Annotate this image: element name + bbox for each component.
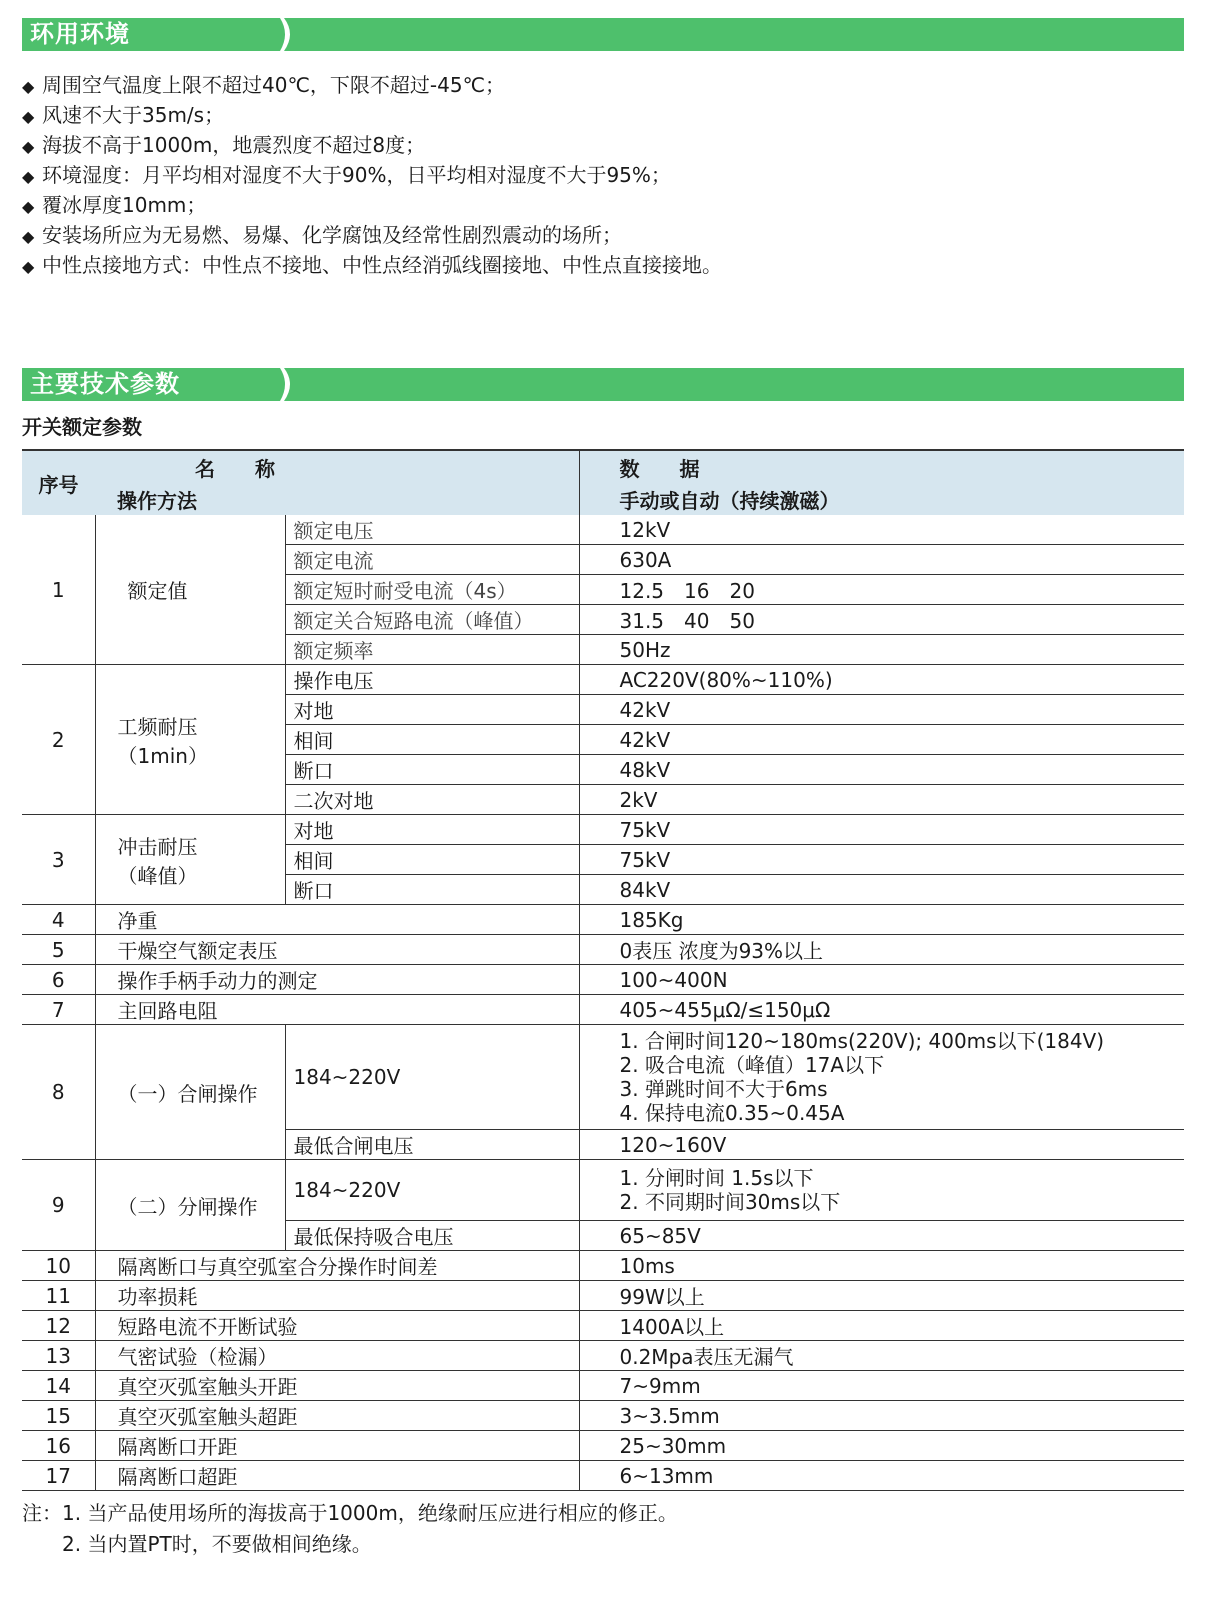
row-no: 8: [22, 1025, 95, 1160]
row-name: 功率损耗: [95, 1281, 579, 1311]
row-sub: 二次对地: [285, 785, 579, 815]
diamond-bullet-icon: ◆: [22, 107, 35, 126]
value-line: 1. 分闸时间 1.5s以下: [619, 1166, 814, 1190]
row-name-line: 工频耐压: [117, 714, 198, 739]
row-sub: 184~220V: [285, 1025, 579, 1130]
row-value: [579, 1160, 1184, 1221]
row-value: 6~13mm: [579, 1461, 1184, 1491]
note-line: 注：1. 当产品使用场所的海拔高于1000m，绝缘耐压应进行相应的修正。: [22, 1501, 678, 1525]
row-sub: 断口: [285, 755, 579, 785]
table-row: [22, 935, 1184, 965]
row-name: 真空灭弧室触头超距: [95, 1401, 579, 1431]
row-value: 2kV: [579, 785, 1184, 815]
row-name: [95, 665, 285, 815]
row-name: 气密试验（检漏）: [95, 1341, 579, 1371]
table-row: [22, 665, 1184, 695]
row-sub: 最低合闸电压: [285, 1130, 579, 1160]
row-no: 2: [22, 665, 95, 815]
row-no: 10: [22, 1251, 95, 1281]
row-value: 99W以上: [579, 1281, 1184, 1311]
row-value: AC220V(80%~110%): [579, 665, 1184, 695]
value-line: 2. 不同期时间30ms以下: [619, 1190, 841, 1214]
table-row: [22, 1251, 1184, 1281]
row-sub: 相间: [285, 845, 579, 875]
section-header-parameters: [22, 368, 1184, 401]
list-item: [22, 160, 1182, 190]
row-no: 13: [22, 1341, 95, 1371]
row-name: 干燥空气额定表压: [95, 935, 579, 965]
row-name: 隔离断口与真空弧室合分操作时间差: [95, 1251, 579, 1281]
row-value: 31.5 40 50: [579, 605, 1184, 635]
header-no: 序号: [38, 472, 79, 497]
list-item-text: 海拔不高于1000m，地震烈度不超过8度；: [42, 133, 426, 157]
table-row: [22, 995, 1184, 1025]
row-name: 真空灭弧室触头开距: [95, 1371, 579, 1401]
row-value: 42kV: [579, 695, 1184, 725]
row-value: 120~160V: [579, 1130, 1184, 1160]
row-value: 630A: [579, 545, 1184, 575]
value-line: 2. 吸合电流（峰值）17A以下: [619, 1053, 885, 1077]
parameters-table: [22, 451, 1184, 1491]
list-item-text: 安装场所应为无易燃、易爆、化学腐蚀及经常性剧烈震动的场所；: [42, 223, 622, 247]
value-line: 4. 保持电流0.35~0.45A: [619, 1101, 845, 1125]
section-notch: [270, 18, 304, 51]
row-sub: 对地: [285, 815, 579, 845]
row-value: 75kV: [579, 845, 1184, 875]
table-row: [22, 515, 1184, 545]
section-header-environment: [22, 18, 1184, 51]
section-tab: [22, 18, 270, 51]
row-sub: 额定关合短路电流（峰值）: [285, 605, 579, 635]
row-sub: 操作电压: [285, 665, 579, 695]
diamond-bullet-icon: ◆: [22, 257, 35, 276]
list-item-text: 环境湿度：月平均相对湿度不大于90%，日平均相对湿度不大于95%；: [42, 163, 671, 187]
row-value: [579, 1025, 1184, 1130]
list-item: [22, 250, 1182, 280]
row-value: 7~9mm: [579, 1371, 1184, 1401]
row-name-line: （峰值）: [117, 863, 198, 888]
row-value: 3~3.5mm: [579, 1401, 1184, 1431]
row-sub: 额定电流: [285, 545, 579, 575]
table-row: [22, 1401, 1184, 1431]
row-no: 11: [22, 1281, 95, 1311]
row-value: 84kV: [579, 875, 1184, 905]
row-value: 42kV: [579, 725, 1184, 755]
row-sub: 最低保持吸合电压: [285, 1221, 579, 1251]
environment-list: [22, 70, 1182, 280]
table-row: [22, 1461, 1184, 1491]
row-value: 0表压 浓度为93%以上: [579, 935, 1184, 965]
row-no: 3: [22, 815, 95, 905]
row-sub: 对地: [285, 695, 579, 725]
table-header-row: [22, 483, 1184, 515]
table-row: [22, 1281, 1184, 1311]
row-name: 操作手柄手动力的测定: [95, 965, 579, 995]
row-value: 25~30mm: [579, 1431, 1184, 1461]
diamond-bullet-icon: ◆: [22, 77, 35, 96]
table-row: [22, 965, 1184, 995]
table-row: [22, 1431, 1184, 1461]
list-item-text: 周围空气温度上限不超过40℃，下限不超过-45℃；: [42, 73, 506, 97]
note-line: 2. 当内置PT时，不要做相间绝缘。: [62, 1532, 372, 1556]
table-row: [22, 1311, 1184, 1341]
list-item: [22, 190, 1182, 220]
row-sub: 额定电压: [285, 515, 579, 545]
diamond-bullet-icon: ◆: [22, 227, 35, 246]
table-notes: [22, 1498, 678, 1560]
row-name: （一）合闸操作: [95, 1025, 285, 1160]
table-row: [22, 815, 1184, 845]
row-name: 隔离断口开距: [95, 1431, 579, 1461]
list-item: [22, 70, 1182, 100]
row-name: 额定值: [95, 515, 285, 665]
row-value: 100~400N: [579, 965, 1184, 995]
table-row: [22, 1025, 1184, 1130]
diamond-bullet-icon: ◆: [22, 167, 35, 186]
row-no: 4: [22, 905, 95, 935]
row-no: 6: [22, 965, 95, 995]
row-no: 9: [22, 1160, 95, 1251]
table-subtitle: 开关额定参数: [22, 415, 142, 439]
row-name: （二）分闸操作: [95, 1160, 285, 1251]
row-sub: 额定频率: [285, 635, 579, 665]
row-name: 短路电流不开断试验: [95, 1311, 579, 1341]
row-name: 隔离断口超距: [95, 1461, 579, 1491]
row-no: 12: [22, 1311, 95, 1341]
value-line: 1. 合闸时间120~180ms(220V); 400ms以下(184V): [619, 1029, 1105, 1053]
row-value: 1400A以上: [579, 1311, 1184, 1341]
row-name-line: （1min）: [117, 743, 208, 768]
row-value: 12kV: [579, 515, 1184, 545]
row-value: 65~85V: [579, 1221, 1184, 1251]
list-item-text: 风速不大于35m/s；: [42, 103, 225, 127]
section-title: 主要技术参数: [30, 370, 180, 398]
table-row: [22, 1371, 1184, 1401]
row-value: 75kV: [579, 815, 1184, 845]
row-value: 185Kg: [579, 905, 1184, 935]
row-sub: 相间: [285, 725, 579, 755]
list-item-text: 覆冰厚度10mm；: [42, 193, 207, 217]
row-name-line: 冲击耐压: [117, 834, 198, 859]
row-value: 12.5 16 20: [579, 575, 1184, 605]
table-row: [22, 905, 1184, 935]
section-notch: [270, 368, 304, 401]
row-name: 净重: [95, 905, 579, 935]
row-name: [95, 815, 285, 905]
row-value: 10ms: [579, 1251, 1184, 1281]
table-row: [22, 1341, 1184, 1371]
header-value: 数 据: [579, 451, 1184, 483]
row-value: 405~455μΩ/≤150μΩ: [579, 995, 1184, 1025]
row-no: 1: [22, 515, 95, 665]
row-name: 主回路电阻: [95, 995, 579, 1025]
header-name: 名 称: [195, 456, 275, 481]
row-no: 5: [22, 935, 95, 965]
header-op: 操作方法: [117, 488, 197, 513]
section-title: 环用环境: [30, 20, 130, 48]
row-sub: 184~220V: [285, 1160, 579, 1221]
diamond-bullet-icon: ◆: [22, 197, 35, 216]
header-op-value: 手动或自动（持续激磁）: [579, 483, 1184, 515]
table-row: [22, 1160, 1184, 1221]
section-tab: [22, 368, 270, 401]
value-line: 3. 弹跳时间不大于6ms: [619, 1077, 828, 1101]
row-no: 15: [22, 1401, 95, 1431]
row-sub: 断口: [285, 875, 579, 905]
row-no: 16: [22, 1431, 95, 1461]
row-sub: 额定短时耐受电流（4s）: [285, 575, 579, 605]
diamond-bullet-icon: ◆: [22, 137, 35, 156]
table-header-row: [22, 451, 1184, 483]
row-no: 17: [22, 1461, 95, 1491]
list-item: [22, 130, 1182, 160]
list-item: [22, 220, 1182, 250]
row-no: 14: [22, 1371, 95, 1401]
row-no: 7: [22, 995, 95, 1025]
row-value: 50Hz: [579, 635, 1184, 665]
row-value: 0.2Mpa表压无漏气: [579, 1341, 1184, 1371]
list-item-text: 中性点接地方式：中性点不接地、中性点经消弧线圈接地、中性点直接接地。: [42, 253, 722, 277]
list-item: [22, 100, 1182, 130]
row-value: 48kV: [579, 755, 1184, 785]
